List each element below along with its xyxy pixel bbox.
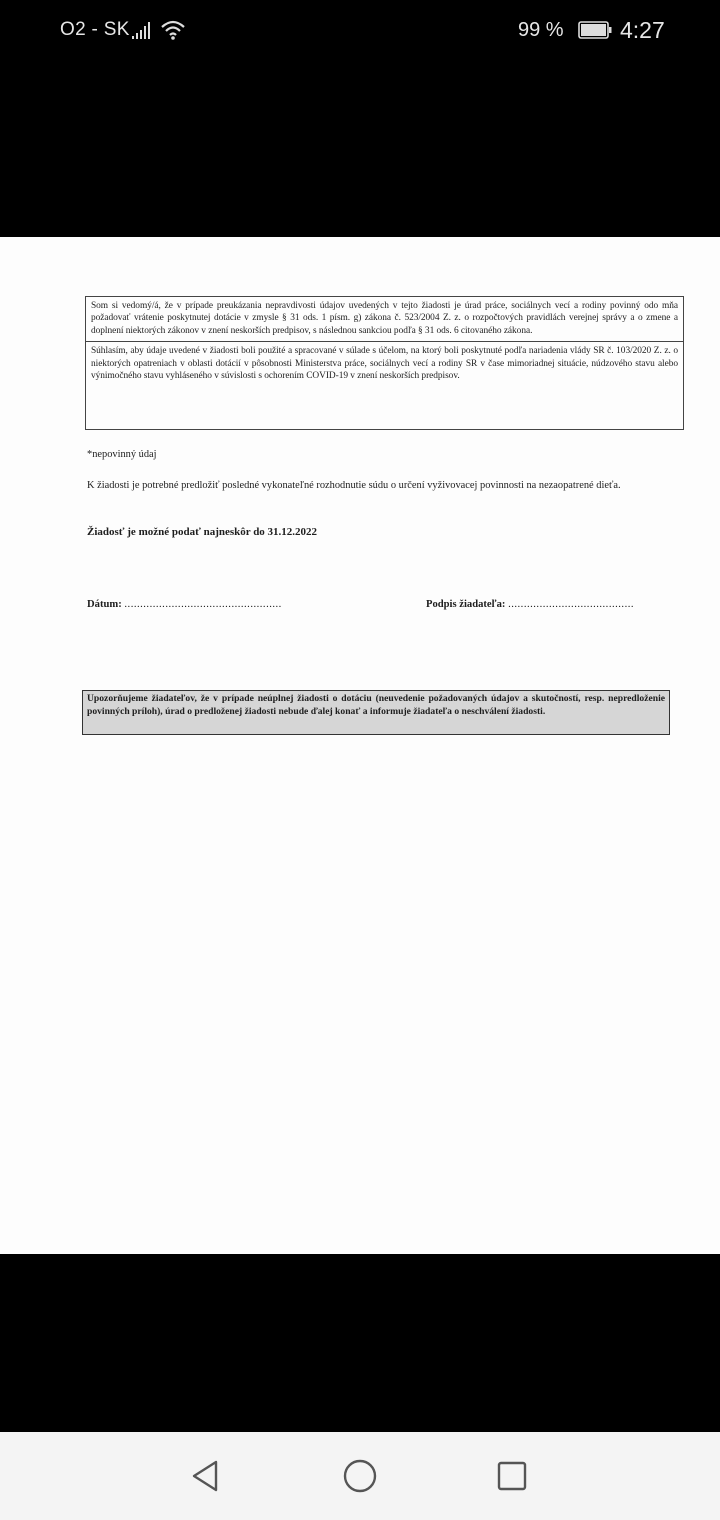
carrier-name: O2 - SK	[60, 19, 130, 40]
wifi-icon	[160, 19, 186, 41]
signal-icon	[132, 22, 154, 40]
date-field	[87, 599, 282, 610]
declaration-box	[85, 296, 684, 430]
home-icon[interactable]	[340, 1456, 380, 1496]
recent-apps-icon[interactable]	[492, 1456, 532, 1496]
status-bar	[0, 0, 720, 62]
date-dots: ..................................................	[124, 599, 282, 610]
signature-label: Podpis žiadateľa:	[426, 599, 506, 610]
signature-field	[426, 599, 634, 610]
date-label: Dátum:	[87, 599, 122, 610]
signature-dots: ........................................	[508, 599, 635, 610]
consent-paragraph: Súhlasím, aby údaje uvedené v žiadosti boli použité a spracované v súlade s účelom, na ktorý boli poskytnuté podľa nariadenia vlády SR č. 103/2020 Z. z. o niektorých opatreniach v oblasti dotácií v pôsobnosti Ministerstva práce, sociálnych vecí a rodiny SR v čase mimoriadnej situácie, núdzového stavu alebo výnimočného stavu vyhláseného v súvislosti s ochorením COVID-19 v znení neskorších predpisov.	[91, 346, 678, 382]
battery-icon	[578, 21, 612, 39]
requirement-note: K žiadosti je potrebné predložiť posledné vykonateľné rozhodnutie súdu o určení vyživovacej povinnosti na nezaopatrené dieťa.	[87, 480, 621, 491]
warning-box: Upozorňujeme žiadateľov, že v prípade neúplnej žiadosti o dotáciu (neuvedenie požadovaných údajov a skutočností, resp. nepredloženie povinných príloh), úrad o predloženej žiadosti nebude ďalej konať a informuje žiadateľa o neschválení žiadosti.	[82, 690, 670, 735]
navigation-bar	[0, 1432, 720, 1520]
declaration-paragraph: Som si vedomý/á, že v prípade preukázania nepravdivosti údajov uvedených v tejto žiadosti je úrad práce, sociálnych vecí a rodiny povinný odo mňa požadovať vrátenie poskytnutej dotácie v zmysle § 31 ods. 1 písm. g) zákona č. 523/2004 Z. z. o rozpočtových pravidlách verejnej správy a o zmene a doplnení niektorých zákonov v znení neskorších predpisov, s následnou sankciou podľa § 31 ods. 6 citovaného zákona.	[91, 301, 678, 336]
document-image[interactable]	[0, 237, 720, 1254]
back-icon[interactable]	[186, 1456, 226, 1496]
deadline-note: Žiadosť je možné podať najneskôr do 31.12.2022	[87, 526, 318, 538]
battery-percent: 99 %	[518, 19, 564, 41]
clock: 4:27	[620, 17, 665, 43]
optional-field-note: *nepovinný údaj	[87, 449, 157, 460]
